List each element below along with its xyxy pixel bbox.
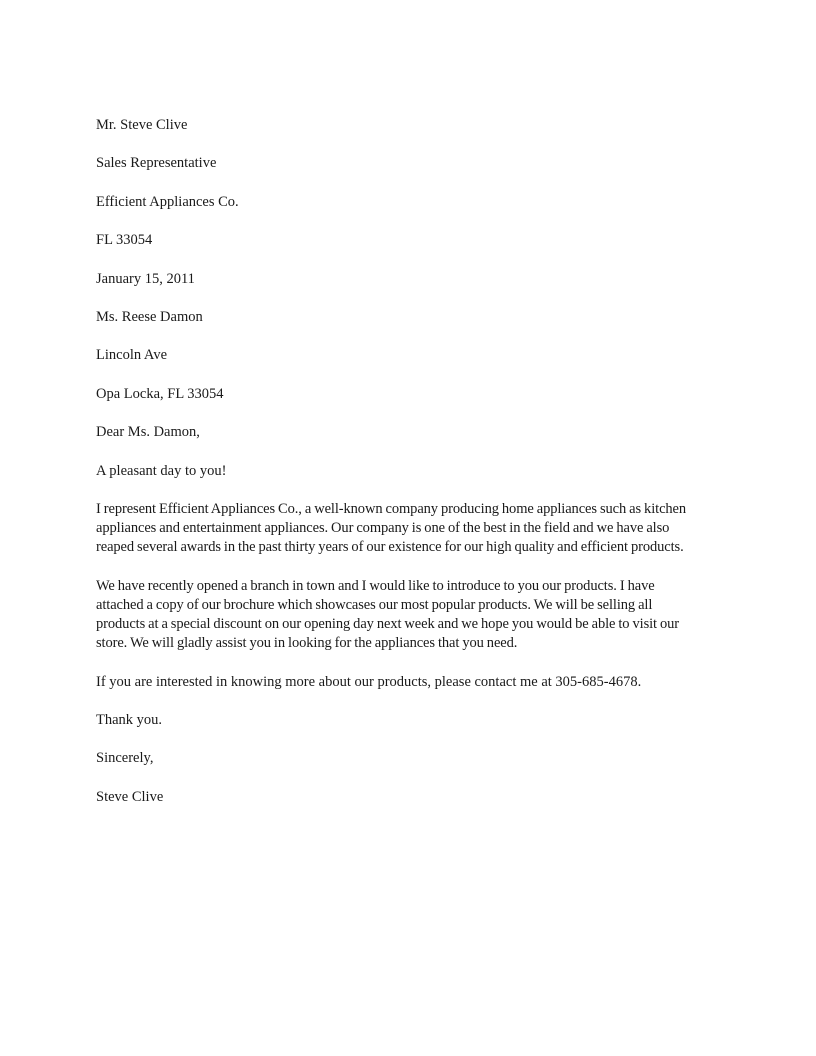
paragraph-1-line: appliances and entertainment appliances. Our company is one of the best in the field and we have also [96,520,670,537]
body-paragraph-3: If you are interested in knowing more about our products, please contact me at 305-685-4678. [96,673,642,690]
paragraph-1-line: reaped several awards in the past thirty years of our existence for our high quality and efficient products. [96,539,684,556]
recipient-street: Lincoln Ave [96,347,168,364]
paragraph-2-line: We have recently opened a branch in town and I would like to introduce to you our products. I have [96,577,655,594]
thanks-line: Thank you. [96,712,163,729]
body-paragraph-2 [96,577,736,654]
letter-body [96,116,736,826]
salutation: Dear Ms. Damon, [96,424,200,441]
sender-company: Efficient Appliances Co. [96,193,239,210]
sender-title: Sales Representative [96,155,217,172]
closing-line: Sincerely, [96,750,154,767]
sender-location: FL 33054 [96,232,153,249]
paragraph-2-line: products at a special discount on our opening day next week and we hope you would be able to visit our [96,616,680,633]
signature-name: Steve Clive [96,788,164,805]
letter-date: January 15, 2011 [96,270,195,287]
recipient-name: Ms. Reese Damon [96,308,203,325]
sender-name: Mr. Steve Clive [96,117,188,133]
paragraph-2-line: attached a copy of our brochure which showcases our most popular products. We will be selling all [96,596,653,613]
paragraph-2-line: store. We will gladly assist you in looking for the appliances that you need. [96,635,518,652]
body-paragraph-1 [96,500,736,558]
paragraph-1-line: I represent Efficient Appliances Co., a well-known company producing home appliances such as kitchen [96,500,687,517]
greeting: A pleasant day to you! [96,462,227,479]
recipient-city: Opa Locka, FL 33054 [96,385,224,402]
